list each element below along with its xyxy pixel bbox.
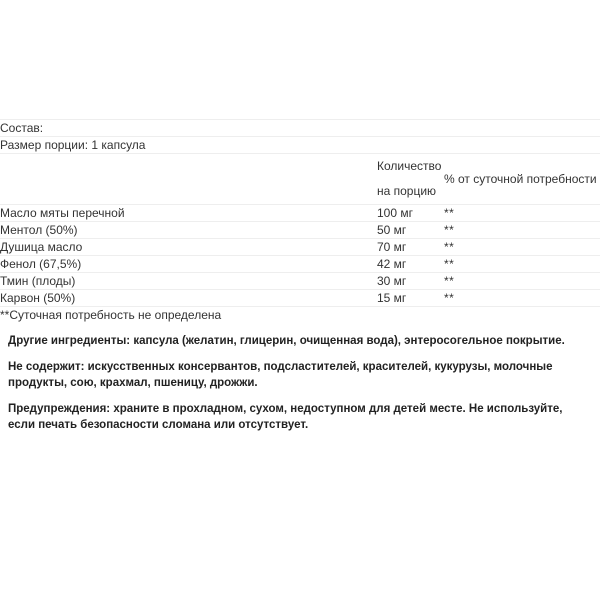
ingredient-amount: 50 мг <box>377 222 444 239</box>
ingredient-amount: 42 мг <box>377 256 444 273</box>
ingredient-name: Душица масло <box>0 239 377 256</box>
composition-title-row <box>0 120 600 137</box>
footnote-row <box>0 307 600 324</box>
supplement-facts-panel <box>0 119 600 433</box>
ingredient-amount: 100 мг <box>377 205 444 222</box>
other-ingredients-note: Другие ингредиенты: капсула (желатин, глицерин, очищенная вода), энтеросогельное покрытие. <box>8 335 565 347</box>
header-name-cell <box>0 154 377 205</box>
composition-title: Состав: <box>0 120 600 137</box>
ingredient-daily-value: ** <box>444 273 600 290</box>
table-row <box>0 256 600 273</box>
ingredient-name: Фенол (67,5%) <box>0 256 377 273</box>
ingredient-daily-value: ** <box>444 256 600 273</box>
table-header-row <box>0 154 600 205</box>
table-row <box>0 222 600 239</box>
warnings-note: Предупреждения: храните в прохладном, сухом, недоступном для детей месте. Не используйте, если печать безопасности сломана или отсутствует. <box>8 403 563 431</box>
ingredient-name: Ментол (50%) <box>0 222 377 239</box>
ingredient-daily-value: ** <box>444 222 600 239</box>
ingredient-name: Карвон (50%) <box>0 290 377 307</box>
table-row <box>0 273 600 290</box>
ingredient-daily-value: ** <box>444 239 600 256</box>
ingredient-daily-value: ** <box>444 290 600 307</box>
serving-size-text: Размер порции: 1 капсула <box>0 137 600 154</box>
daily-value-footnote: **Суточная потребность не определена <box>0 307 600 324</box>
header-amount-line2: на порцию <box>377 184 437 198</box>
table-row <box>0 205 600 222</box>
header-daily-value-cell: % от суточной потребности <box>444 154 600 205</box>
ingredient-amount: 70 мг <box>377 239 444 256</box>
ingredient-daily-value: ** <box>444 205 600 222</box>
supplement-facts-table <box>0 119 600 323</box>
table-body <box>0 120 600 324</box>
ingredient-amount: 30 мг <box>377 273 444 290</box>
ingredient-name: Тмин (плоды) <box>0 273 377 290</box>
ingredient-name: Масло мяты перечной <box>0 205 377 222</box>
serving-size-row <box>0 137 600 154</box>
ingredient-amount: 15 мг <box>377 290 444 307</box>
table-row <box>0 290 600 307</box>
notes-section <box>0 323 600 433</box>
header-amount-cell <box>377 154 444 205</box>
free-from-note: Не содержит: искусственных консервантов, подсластителей, красителей, кукурузы, молочные продукты, сою, крахмал, пшеницу, дрожжи. <box>8 361 553 389</box>
header-amount-line1: Количество <box>377 159 442 173</box>
table-row <box>0 239 600 256</box>
